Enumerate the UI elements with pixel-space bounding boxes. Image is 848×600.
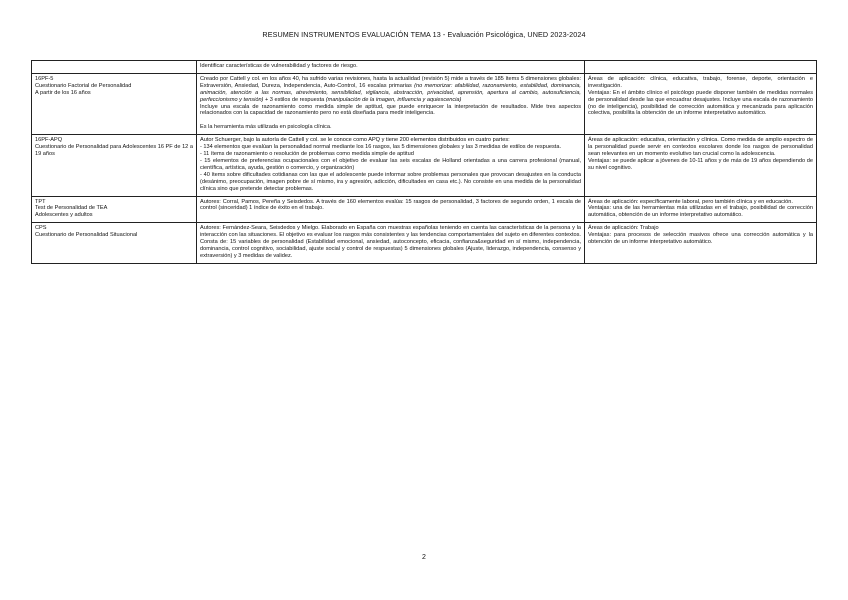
instrument-fullname: Cuestionario de Personalidad para Adolescentes 16 PF de 12 a 19 años xyxy=(35,144,193,158)
description-cell xyxy=(197,223,585,264)
description-cell xyxy=(197,73,585,134)
instrument-acronym: TPT xyxy=(35,198,46,205)
description-cell xyxy=(197,135,585,196)
application-cell xyxy=(585,73,817,134)
advantages: Ventajas: En el ámbito clínico el psicólogo puede disponer también de medidas normales de personalidad desde las que encuadrar desajustes. Incluye una escala de razonamiento (no de inteligencia), posibilidad de corrección automática y mecanizada para aplicación colectiva, posibilita la obtención de un informe interpretativo automático. xyxy=(588,89,813,117)
instrument-acronym: 16PF-5 xyxy=(35,75,54,82)
application-cell xyxy=(585,61,817,74)
description-text: Autores: Corral, Pamos, Pereña y Seisdedos. A través de 160 elementos evalúa: 15 rasgos de personalidad, 3 factores de segundo orden, 1 escala de control (sinceridad) 1 índice de éxito en el trabajo. xyxy=(200,198,581,212)
instrument-acronym: 16PF-APQ xyxy=(35,137,63,144)
instrument-fullname: Test de Personalidad de TEA xyxy=(35,205,108,212)
instrument-name-cell xyxy=(32,61,197,74)
table-row xyxy=(32,135,817,196)
instrument-population: Adolescentes y adultos xyxy=(35,212,93,219)
advantages: Ventajas: para procesos de selección masivos ofrece una corrección automática y la obtención de un informe interpretativo automático. xyxy=(588,232,813,246)
description-text: Incluye una escala de razonamiento como medida simple de aptitud, que puede enriquecer la interpretación de resultados. Mide tres aspectos relacionados con la capacidad de razonamiento pero no está diseñada para medir inteligencia. xyxy=(200,103,581,117)
instruments-table xyxy=(31,60,817,264)
table-row xyxy=(32,61,817,74)
description-text: - 11 ítems de razonamiento o resolución de problemas como medida simple de aptitud xyxy=(200,151,414,158)
page-header: RESUMEN INSTRUMENTOS EVALUACIÓN TEMA 13 - Evaluación Psicológica, UNED 2023-2024 xyxy=(262,30,586,39)
advantages: Ventajas: se puede aplicar a jóvenes de 10-11 años y de más de 19 años dependiendo de su nivel cognitivo. xyxy=(588,157,813,171)
advantages: Ventajas: una de las herramientas más utilizadas en el trabajo, posibilidad de corrección automática, obtención de un informe interpretativo automático. xyxy=(588,205,813,219)
application-areas: Áreas de aplicación: educativa, orientación y clínica. Como medida de amplio espectro de la personalidad puede servir en contextos escolares donde los rasgos de personalidad sean relevantes en un momento evolutivo tan crucial como la adolescencia. xyxy=(588,137,813,158)
description-text: Autores: Fernández-Seara, Seisdedos y Mielgo. Elaborado en España con muestras españolas teniendo en cuenta las características de la persona y la interacción con las situaciones. El objetivo es evaluar los rasgos más consistentes y las tendencias comportamentales del sujeto en diferentes contextos. Consta de: 15 variables de personalidad (Estabilidad emocional, ansiedad, autoconcepto, eficacia, confianza&seguridad en sí mismo, independencia, dominancia, control cognitivo, sociabilidad, ajuste social y control de respuestas) 5 dimensiones globales (Ajuste, liderazgo, independencia, consenso y extraversión) y 3 medidas de validez. xyxy=(200,225,581,259)
application-areas: Áreas de aplicación: específicamente laboral, pero también clínica y en educación. xyxy=(588,198,793,205)
table-row xyxy=(32,73,817,134)
instrument-name-cell xyxy=(32,73,197,134)
instrument-population: A partir de los 16 años xyxy=(35,89,91,96)
description-cell xyxy=(197,196,585,223)
application-areas: Áreas de aplicación: clínica, educativa, trabajo, forense, deporte, orientación e investigación. xyxy=(588,75,813,89)
description-text: Autor Schuerger, bajo la autoría de Cattell y col. se le conoce como APQ y tiene 200 elementos distribuidos en cuatro partes: xyxy=(200,137,510,144)
description-text: Es la herramienta más utilizada en psicología clínica. xyxy=(200,124,332,131)
application-cell xyxy=(585,223,817,264)
instrument-name-cell xyxy=(32,135,197,196)
instrument-name-cell xyxy=(32,223,197,264)
application-cell xyxy=(585,135,817,196)
instrument-fullname: Cuestionario de Personalidad Situacional xyxy=(35,232,138,239)
table-row xyxy=(32,196,817,223)
page-number: 2 xyxy=(422,554,426,561)
description-text: - 134 elementos que evalúan la personalidad normal mediante los 16 rasgos, las 5 dimensiones globales y las 3 medidas de estilos de respuesta. xyxy=(200,144,562,151)
instrument-fullname: Cuestionario Factorial de Personalidad xyxy=(35,82,132,89)
description-text: Identificar características de vulnerabilidad y factores de riesgo. xyxy=(200,63,358,69)
instrument-name-cell xyxy=(32,196,197,223)
description-cell xyxy=(197,61,585,74)
description-text: - 40 ítems sobre dificultades cotidianas con las que el adolescente puede informar sobre problemas personales que provocan desajustes en la conducta (desánimo, preocupación, imagen pobre de sí mismo, ira y agresión, adicción, dificultades en casa etc.). No consiste en una medida de la personalidad clínica sino que pretende detectar problemas. xyxy=(200,171,581,192)
table-row xyxy=(32,223,817,264)
description-text: - 15 elementos de preferencias ocupacionales con el objetivo de evaluar las seis escalas de Holland orientadas a una carrera profesional (manual, científica, artística, ayuda, gestión o comercio, y organización) xyxy=(200,157,581,171)
application-cell xyxy=(585,196,817,223)
application-areas: Áreas de aplicación: Trabajo xyxy=(588,225,659,232)
description-text: Creado por Cattell y col. en los años 40, ha sufrido varias revisiones, hasta la actualidad (revisión 5) mide a través de 185 ítems 5 dimensiones globales: Extraversión, Ansiedad, Dureza, Independencia, Auto-Control, 16 escalas primarias (no memorizar: afabilidad, razonamiento, estabilidad, dominancia, animación, atención a las normas, atrevimiento, sensibilidad, vigilancia, abstracción, privacidad, aprensión, apertura al cambio, autosuficiencia, perfeccionismo y tensión) + 3 estilos de respuesta (manipulación de la imagen, influencia y aquiescencia) xyxy=(200,75,581,103)
instrument-acronym: CPS xyxy=(35,225,47,232)
